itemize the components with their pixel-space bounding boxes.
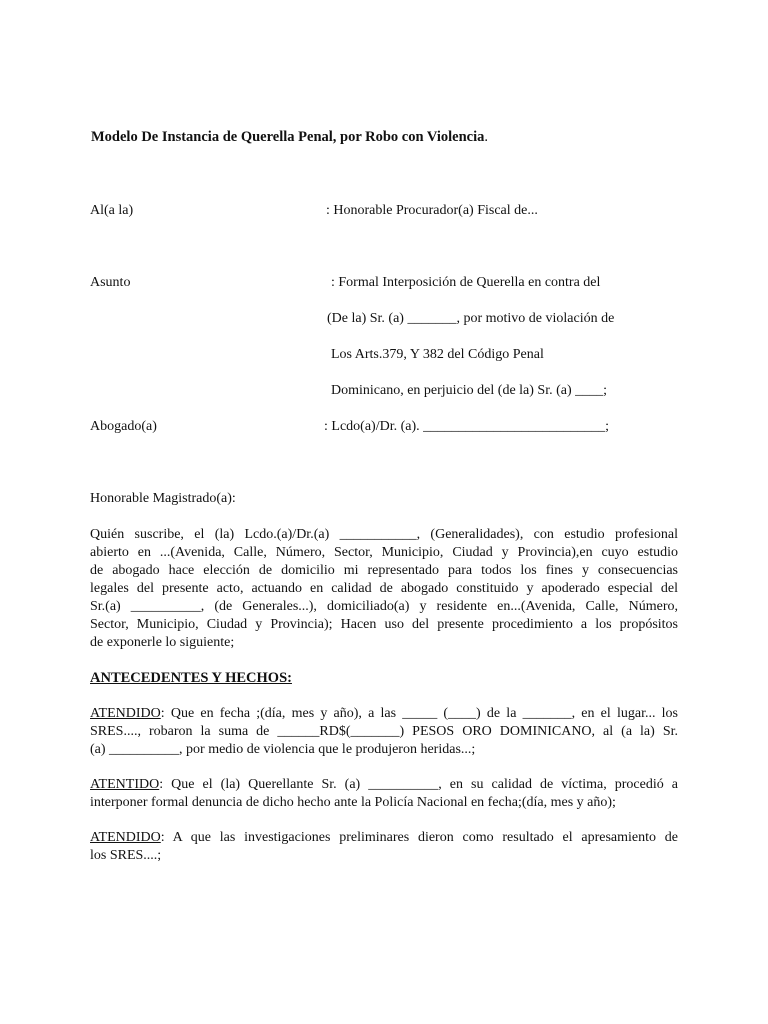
salutation: Honorable Magistrado(a):: [90, 491, 236, 506]
paragraph-line: Sr.(a) __________, (de Generales...), domiciliado(a) y residente en...(Avenida, Calle, Número,: [90, 599, 678, 614]
item-keyword: ATENDIDO: [90, 830, 161, 845]
asunto-line: Dominicano, en perjuicio del (de la) Sr. (a) ____;: [331, 383, 608, 398]
considerando-item-1: [90, 705, 678, 759]
paragraph-line: los SRES....;: [90, 848, 162, 863]
paragraph-line: SRES...., robaron la suma de ______RD$(_______) PESOS ORO DOMINICANO, al (a la) Sr.: [90, 724, 678, 739]
considerando-item-3: [90, 829, 678, 865]
asunto-line: (De la) Sr. (a) _______, por motivo de violación de: [327, 311, 615, 326]
asunto-label: Asunto: [90, 275, 131, 290]
paragraph-line: de exponerle lo siguiente;: [90, 635, 235, 650]
paragraph-line: Quién suscribe, el (la) Lcdo.(a)/Dr.(a) ___________, (Generalidades), con estudio profesional: [90, 527, 678, 542]
section-heading: ANTECEDENTES Y HECHOS:: [90, 670, 292, 686]
item-text: : Que en fecha ;(día, mes y año), a las _____ (____) de la _______, en el lugar... los: [160, 706, 678, 721]
paragraph-line: [90, 829, 678, 847]
abogado-value: : Lcdo(a)/Dr. (a). __________________________;: [324, 419, 610, 434]
paragraph-line: abierto en ...(Avenida, Calle, Número, Sector, Municipio, Ciudad y Provincia),en cuyo estudio: [90, 545, 678, 560]
item-keyword: ATENTIDO: [90, 777, 160, 792]
item-text: : Que el (la) Querellante Sr. (a) __________, en su calidad de víctima, procedió a: [159, 777, 678, 792]
paragraph-line: [90, 705, 678, 723]
item-keyword: ATENDIDO: [90, 706, 161, 721]
title-period: .: [484, 129, 489, 145]
asunto-line: Los Arts.379, Y 382 del Código Penal: [331, 347, 544, 362]
paragraph-line: legales del presente acto, actuando en calidad de abogado constituido y apoderado especial del: [90, 581, 678, 596]
paragraph-line: [90, 776, 678, 794]
abogado-label: Abogado(a): [90, 419, 157, 434]
item-text: : A que las investigaciones preliminares dieron como resultado el apresamiento de: [160, 830, 678, 845]
al-label: Al(a la): [90, 203, 134, 218]
paragraph-line: interponer formal denuncia de dicho hecho ante la Policía Nacional en fecha;(día, mes y año);: [90, 795, 616, 810]
intro-paragraph: [90, 526, 678, 652]
al-value: : Honorable Procurador(a) Fiscal de...: [326, 203, 538, 218]
paragraph-line: de abogado hace elección de domicilio mi representado para todos los fines y consecuencias: [90, 563, 678, 578]
document-title: [91, 128, 488, 146]
asunto-line: : Formal Interposición de Querella en contra del: [331, 275, 601, 290]
paragraph-line: (a) __________, por medio de violencia que le produjeron heridas...;: [90, 742, 476, 757]
considerando-item-2: [90, 776, 678, 812]
title-text: Modelo De Instancia de Querella Penal, por Robo con Violencia: [91, 129, 485, 145]
paragraph-line: Sector, Municipio, Ciudad y Provincia); Hacen uso del presente procedimiento a los propósitos: [90, 617, 678, 632]
